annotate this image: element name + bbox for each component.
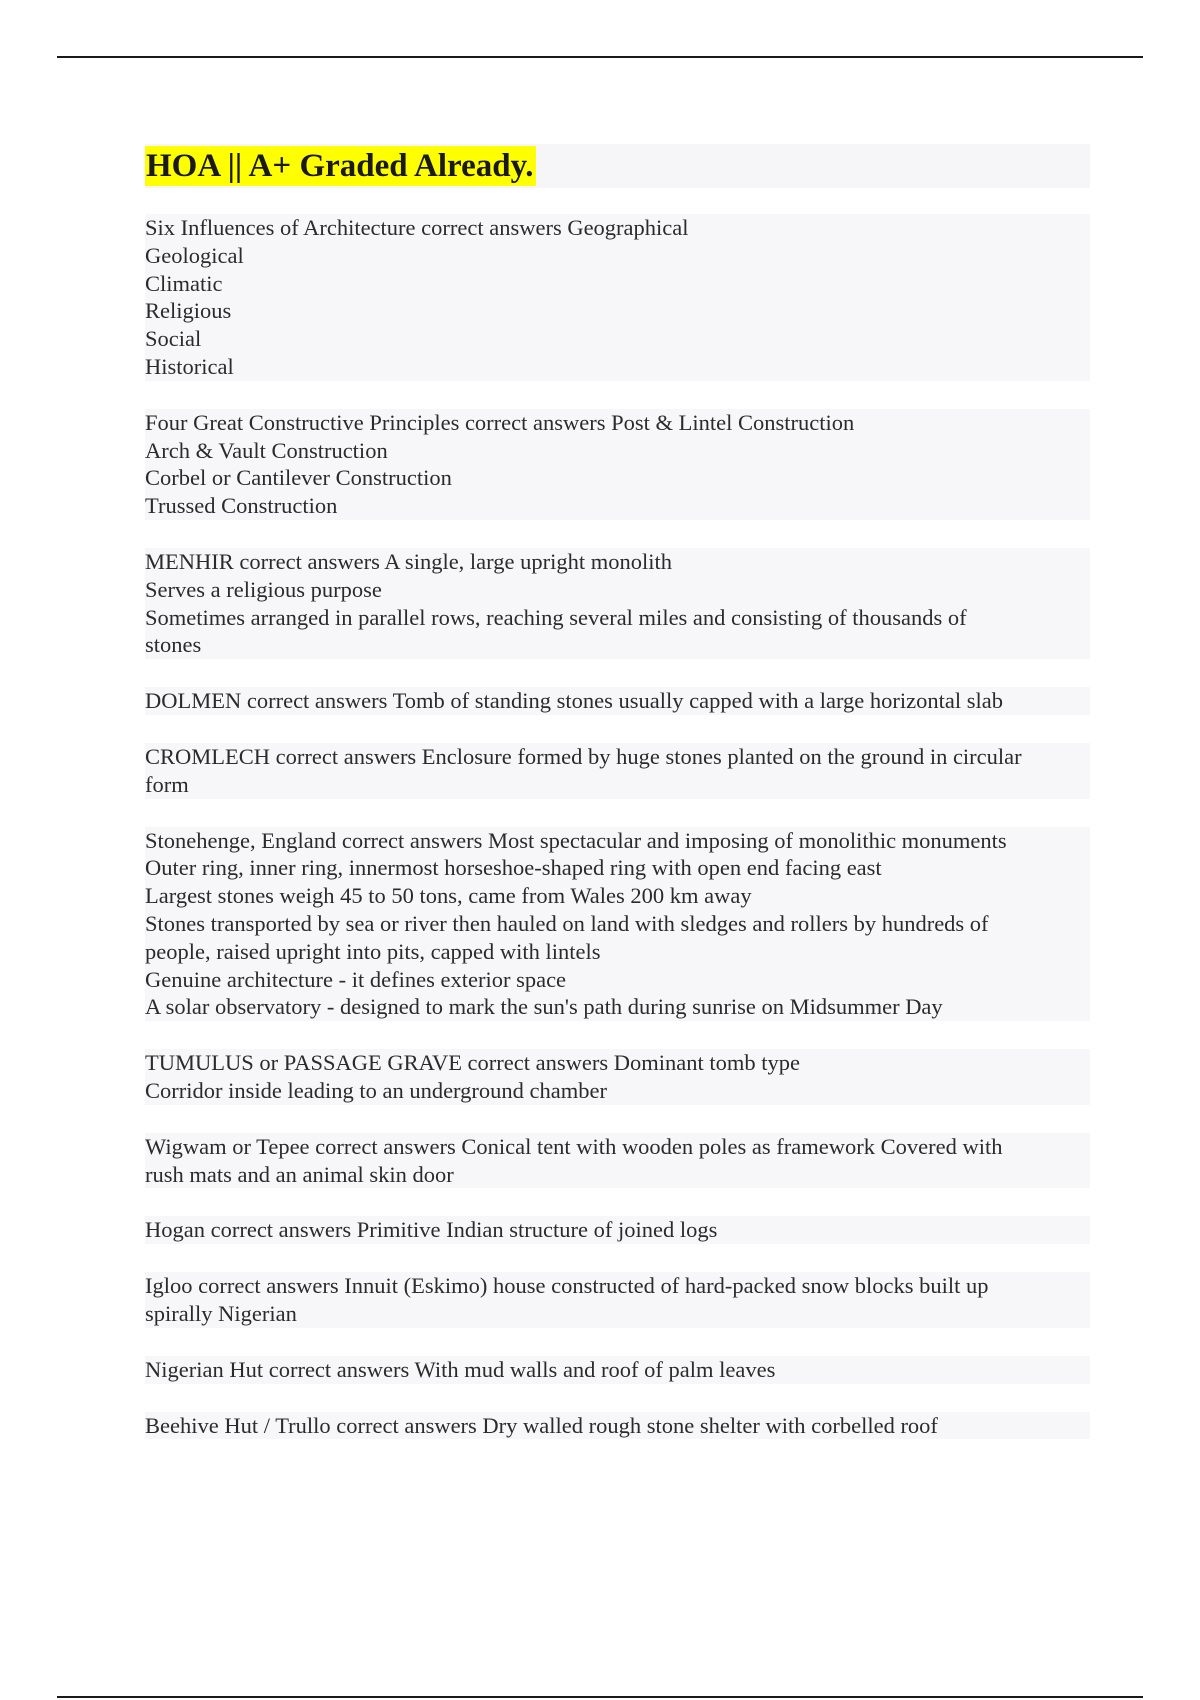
qa-entry-igloo bbox=[145, 1272, 1090, 1328]
entry-line: Trussed Construction bbox=[145, 492, 1090, 520]
entry-line: Religious bbox=[145, 297, 1090, 325]
qa-entry-beehive-hut bbox=[145, 1412, 1090, 1440]
entry-line: Nigerian Hut correct answers With mud walls and roof of palm leaves bbox=[145, 1356, 1090, 1384]
document-title: HOA || A+ Graded Already. bbox=[146, 148, 534, 184]
entry-line: form bbox=[145, 771, 1090, 799]
entry-line: Climatic bbox=[145, 270, 1090, 298]
qa-entry-influences bbox=[145, 214, 1090, 381]
entry-line: MENHIR correct answers A single, large upright monolith bbox=[145, 548, 1090, 576]
entry-line: DOLMEN correct answers Tomb of standing stones usually capped with a large horizontal slab bbox=[145, 687, 1090, 715]
entry-line: people, raised upright into pits, capped with lintels bbox=[145, 938, 1090, 966]
entry-line: TUMULUS or PASSAGE GRAVE correct answers Dominant tomb type bbox=[145, 1049, 1090, 1077]
entry-line: Social bbox=[145, 325, 1090, 353]
page-bottom-rule bbox=[57, 1696, 1143, 1698]
entry-line: Arch & Vault Construction bbox=[145, 437, 1090, 465]
entry-line: spirally Nigerian bbox=[145, 1300, 1090, 1328]
entry-line: A solar observatory - designed to mark the sun's path during sunrise on Midsummer Day bbox=[145, 993, 1090, 1021]
page-top-rule bbox=[57, 56, 1143, 58]
qa-entry-menhir bbox=[145, 548, 1090, 659]
entry-line: Four Great Constructive Principles correct answers Post & Lintel Construction bbox=[145, 409, 1090, 437]
entry-line: Six Influences of Architecture correct answers Geographical bbox=[145, 214, 1090, 242]
qa-entries bbox=[145, 214, 1090, 1439]
title-band bbox=[145, 144, 1090, 188]
entry-line: stones bbox=[145, 631, 1090, 659]
qa-entry-nigerian-hut bbox=[145, 1356, 1090, 1384]
entry-line: Genuine architecture - it defines exterior space bbox=[145, 966, 1090, 994]
entry-line: Outer ring, inner ring, innermost horseshoe-shaped ring with open end facing east bbox=[145, 854, 1090, 882]
entry-line: Geological bbox=[145, 242, 1090, 270]
entry-line: Sometimes arranged in parallel rows, reaching several miles and consisting of thousands of bbox=[145, 604, 1090, 632]
entry-line: rush mats and an animal skin door bbox=[145, 1161, 1090, 1189]
document-body bbox=[145, 144, 1090, 1467]
entry-line: Beehive Hut / Trullo correct answers Dry walled rough stone shelter with corbelled roof bbox=[145, 1412, 1090, 1440]
qa-entry-tumulus bbox=[145, 1049, 1090, 1105]
qa-entry-stonehenge bbox=[145, 827, 1090, 1022]
entry-line: Largest stones weigh 45 to 50 tons, came from Wales 200 km away bbox=[145, 882, 1090, 910]
entry-line: Stonehenge, England correct answers Most spectacular and imposing of monolithic monuments bbox=[145, 827, 1090, 855]
entry-line: Corbel or Cantilever Construction bbox=[145, 464, 1090, 492]
qa-entry-constructive-principles bbox=[145, 409, 1090, 520]
entry-line: CROMLECH correct answers Enclosure formed by huge stones planted on the ground in circular bbox=[145, 743, 1090, 771]
entry-line: Hogan correct answers Primitive Indian structure of joined logs bbox=[145, 1216, 1090, 1244]
entry-line: Igloo correct answers Innuit (Eskimo) house constructed of hard-packed snow blocks built up bbox=[145, 1272, 1090, 1300]
entry-line: Historical bbox=[145, 353, 1090, 381]
qa-entry-wigwam bbox=[145, 1133, 1090, 1189]
qa-entry-hogan bbox=[145, 1216, 1090, 1244]
qa-entry-dolmen bbox=[145, 687, 1090, 715]
entry-line: Wigwam or Tepee correct answers Conical tent with wooden poles as framework Covered with bbox=[145, 1133, 1090, 1161]
qa-entry-cromlech bbox=[145, 743, 1090, 799]
entry-line: Stones transported by sea or river then hauled on land with sledges and rollers by hundreds of bbox=[145, 910, 1090, 938]
entry-line: Serves a religious purpose bbox=[145, 576, 1090, 604]
entry-line: Corridor inside leading to an underground chamber bbox=[145, 1077, 1090, 1105]
